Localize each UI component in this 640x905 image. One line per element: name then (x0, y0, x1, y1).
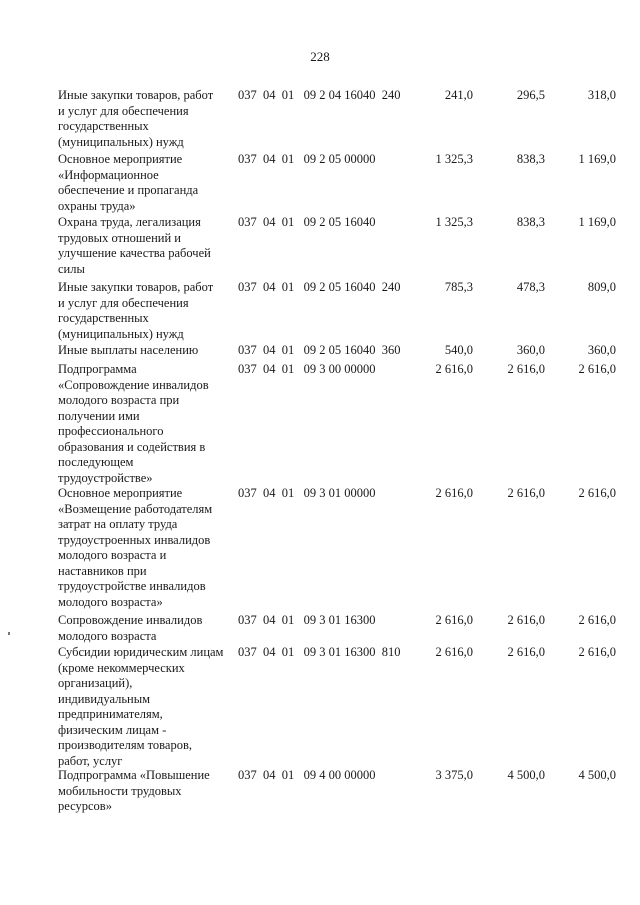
row-value-2: 838,3 (516, 152, 545, 166)
row-value-3: 809,0 (587, 280, 616, 294)
row-value-2: 296,5 (516, 88, 545, 102)
row-value-2: 2 616,0 (507, 613, 545, 627)
row-name: Сопровождение инвалидов молодого возраста (58, 613, 203, 643)
row-code: 037 04 01 09 2 05 00000 (238, 152, 376, 166)
row-value-3: 4 500,0 (578, 768, 616, 782)
row-value-3: 1 169,0 (578, 215, 616, 229)
row-value-2: 2 616,0 (507, 486, 545, 500)
row-name: Иные закупки товаров, работ и услуг для обеспечения государственных (муниципальных) нужд (58, 88, 214, 149)
row-code: 037 04 01 09 2 05 16040 240 (238, 280, 401, 294)
row-name: Субсидии юридическим лицам (кроме некоммерческих организаций), индивидуальным предпринимателям, физическим лицам - производителям товаров, работ, услуг (58, 645, 224, 768)
row-value-1: 1 325,3 (435, 152, 473, 166)
row-code: 037 04 01 09 3 01 16300 810 (238, 645, 401, 659)
row-value-1: 785,3 (444, 280, 473, 294)
row-name: Основное мероприятие «Информационное обеспечение и пропаганда охраны труда» (58, 152, 199, 213)
row-value-1: 540,0 (444, 343, 473, 357)
row-code: 037 04 01 09 3 01 16300 (238, 613, 376, 627)
row-value-1: 3 375,0 (435, 768, 473, 782)
row-value-2: 360,0 (516, 343, 545, 357)
row-code: 037 04 01 09 4 00 00000 (238, 768, 376, 782)
row-name: Подпрограмма «Повышение мобильности трудовых ресурсов» (58, 768, 210, 813)
row-value-1: 1 325,3 (435, 215, 473, 229)
row-value-2: 2 616,0 (507, 362, 545, 376)
row-value-3: 2 616,0 (578, 486, 616, 500)
row-code: 037 04 01 09 3 01 00000 (238, 486, 376, 500)
row-value-2: 4 500,0 (507, 768, 545, 782)
row-code: 037 04 01 09 2 05 16040 360 (238, 343, 401, 357)
row-code: 037 04 01 09 2 05 16040 (238, 215, 376, 229)
row-value-2: 838,3 (516, 215, 545, 229)
scan-speck (8, 632, 10, 635)
row-value-3: 2 616,0 (578, 645, 616, 659)
row-value-1: 2 616,0 (435, 486, 473, 500)
row-value-3: 2 616,0 (578, 362, 616, 376)
row-value-3: 2 616,0 (578, 613, 616, 627)
row-value-1: 2 616,0 (435, 645, 473, 659)
row-value-2: 2 616,0 (507, 645, 545, 659)
row-value-2: 478,3 (516, 280, 545, 294)
row-value-3: 360,0 (587, 343, 616, 357)
row-value-1: 2 616,0 (435, 362, 473, 376)
row-name: Иные выплаты населению (58, 343, 199, 357)
row-name: Охрана труда, легализация трудовых отношений и улучшение качества рабочей силы (58, 215, 211, 276)
row-value-1: 2 616,0 (435, 613, 473, 627)
row-code: 037 04 01 09 3 00 00000 (238, 362, 376, 376)
row-name: Основное мероприятие «Возмещение работодателям затрат на оплату труда трудоустроенных инвалидов молодого возраста и наставников при трудоустройстве инвалидов молодого возраста» (58, 486, 213, 609)
row-value-3: 1 169,0 (578, 152, 616, 166)
row-code: 037 04 01 09 2 04 16040 240 (238, 88, 401, 102)
row-name: Иные закупки товаров, работ и услуг для обеспечения государственных (муниципальных) нужд (58, 280, 214, 341)
page-number: 228 (310, 49, 330, 64)
row-value-1: 241,0 (444, 88, 473, 102)
row-value-3: 318,0 (587, 88, 616, 102)
row-name: Подпрограмма «Сопровождение инвалидов молодого возраста при получении ими профессионального образования и содействия в последующем трудоустройстве» (58, 362, 209, 485)
